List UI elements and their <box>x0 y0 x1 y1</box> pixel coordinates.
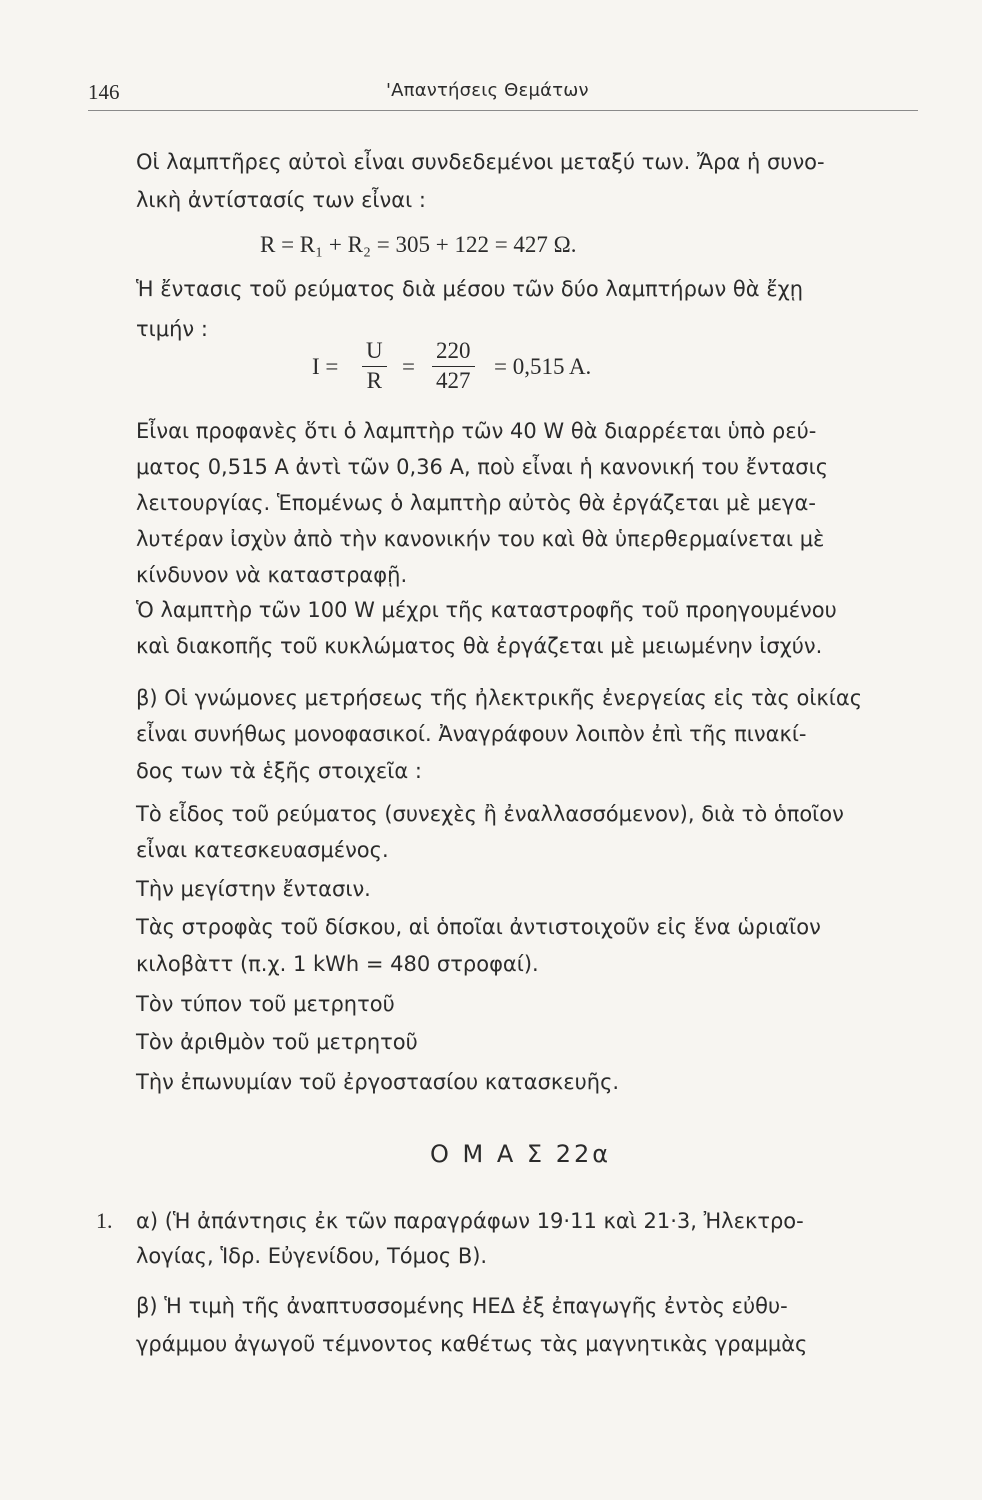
paragraph-line: ματος 0,515 A ἀντὶ τῶν 0,36 A, ποὺ εἶναι ἡ κανονική του ἔντασις <box>136 455 829 479</box>
paragraph-line: λειτουργίας. Ἑπομένως ὁ λαμπτὴρ αὐτὸς θὰ ἐργάζεται μὲ μεγα- <box>136 491 816 515</box>
equation-current-rhs: = 0,515 A. <box>494 354 592 379</box>
item-b-line: β) Ἡ τιμὴ τῆς ἀναπτυσσομένης ΗΕΔ ἐξ ἐπαγωγῆς ἐντὸς εὐθυ- <box>136 1294 788 1318</box>
paragraph-line: κίνδυνον νὰ καταστραφῇ. <box>136 563 408 587</box>
page-header <box>88 76 918 111</box>
fraction-u-over-r <box>362 337 387 395</box>
running-title: 'Απαντήσεις Θεμάτων <box>386 80 589 101</box>
list-entry-line: εἶναι κατεσκευασμένος. <box>136 838 389 862</box>
fraction-denominator: R <box>366 368 382 393</box>
section-title: Ο Μ Α Σ 22α <box>430 1140 612 1168</box>
item-a-line: α) (Ἡ ἀπάντησις ἐκ τῶν παραγράφων 19·11 καὶ 21·3, Ἠλεκτρο- <box>136 1209 804 1233</box>
item-b-line: γράμμου ἀγωγοῦ τέμνοντος καθέτως τὰς μαγνητικὰς γραμμὰς <box>136 1332 808 1356</box>
fraction-numerator: 220 <box>432 337 475 367</box>
list-entry-line: κιλοβὰττ (π.χ. 1 kWh = 480 στροφαί). <box>136 952 539 976</box>
list-entry-line: Τὴν μεγίστην ἔντασιν. <box>136 877 371 901</box>
fraction-denominator: 427 <box>436 368 471 393</box>
paragraph-line: Εἶναι προφανὲς ὅτι ὁ λαμπτὴρ τῶν 40 W θὰ διαρρέεται ὑπὸ ρεύ- <box>136 419 817 443</box>
fraction-numerator: U <box>362 337 387 367</box>
fraction-220-over-427 <box>432 337 475 395</box>
paragraph-line: λικὴ ἀντίστασίς των εἶναι : <box>136 188 426 212</box>
item-number: 1. <box>96 1208 113 1233</box>
paragraph-line: Οἱ λαμπτῆρες αὐτοὶ εἶναι συνδεδεμένοι μεταξύ των. Ἄρα ἡ συνο- <box>136 150 825 174</box>
paragraph-line: Ἡ ἔντασις τοῦ ρεύματος διὰ μέσου τῶν δύο λαμπτήρων θὰ ἔχῃ <box>136 277 804 301</box>
list-entry-line: Τὸν τύπον τοῦ μετρητοῦ <box>136 992 395 1016</box>
paragraph-line: λυτέραν ἰσχὺν ἀπὸ τὴν κανονικήν του καὶ θὰ ὑπερθερμαίνεται μὲ <box>136 527 825 551</box>
paragraph-line: τιμήν : <box>136 317 208 341</box>
page-number: 146 <box>88 80 120 104</box>
paragraph-line: καὶ διακοπῆς τοῦ κυκλώματος θὰ ἐργάζεται μὲ μειωμένην ἰσχύν. <box>136 634 823 658</box>
equation-current-equals: = <box>402 354 415 379</box>
list-entry-line: Τὸν ἀριθμὸν τοῦ μετρητοῦ <box>136 1030 418 1054</box>
paragraph-line: Ὁ λαμπτὴρ τῶν 100 W μέχρι τῆς καταστροφῆς τοῦ προηγουμένου <box>136 598 837 622</box>
paragraph-line: δος των τὰ ἑξῆς στοιχεῖα : <box>136 759 422 783</box>
equation-total-resistance: R = R₁ + R₂ = 305 + 122 = 427 Ω. <box>260 232 577 257</box>
list-entry-line: Τὴν ἐπωνυμίαν τοῦ ἐργοστασίου κατασκευῆς. <box>136 1070 620 1094</box>
paragraph-line: β) Οἱ γνώμονες μετρήσεως τῆς ἠλεκτρικῆς ἐνεργείας εἰς τὰς οἰκίας <box>136 686 863 710</box>
equation-current-lhs: I = <box>312 354 339 379</box>
paragraph-line: εἶναι συνήθως μονοφασικοί. Ἀναγράφουν λοιπὸν ἐπὶ τῆς πινακί- <box>136 722 807 746</box>
list-entry-line: Τὰς στροφὰς τοῦ δίσκου, αἱ ὁποῖαι ἀντιστοιχοῦν εἰς ἕνα ὡριαῖον <box>136 915 821 939</box>
list-entry-line: Τὸ εἶδος τοῦ ρεύματος (συνεχὲς ἢ ἐναλλασσόμενον), διὰ τὸ ὁποῖον <box>136 802 844 826</box>
item-a-line: λογίας, Ἱδρ. Εὐγενίδου, Τόμος Β). <box>136 1244 488 1268</box>
